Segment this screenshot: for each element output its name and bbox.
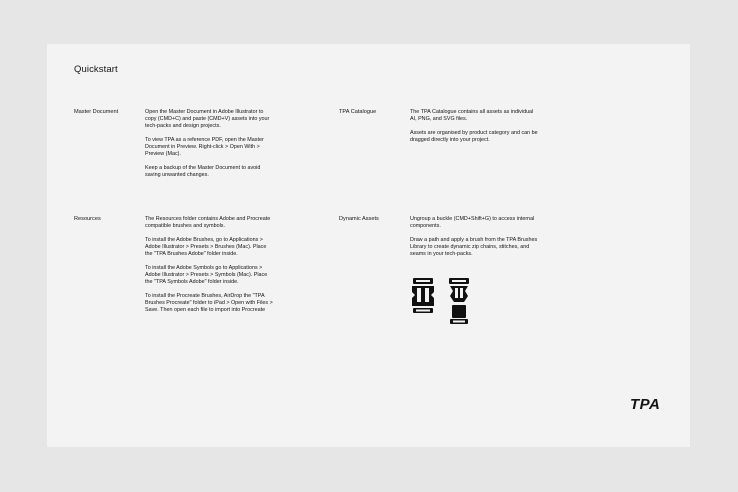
paragraph: The Resources folder contains Adobe and Procreate compatible brushes and symbols.: [145, 216, 271, 229]
section-body-tpa-catalogue: [410, 109, 540, 151]
section-body-resources: [145, 216, 275, 321]
paragraph: To view TPA as a reference PDF, open the Master Document in Preview. Right-click > Open With > Preview (Mac).: [145, 137, 264, 157]
section-label-resources: Resources: [74, 216, 101, 222]
paragraph: Keep a backup of the Master Document to avoid saving unwanted changes.: [145, 165, 261, 178]
paragraph: To install the Adobe Brushes, go to Applications > Adobe Illustrator > Presets > Brushes (Mac). Place the "TPA Brushes Adobe" folder inside.: [145, 237, 267, 257]
section-body-master-document: [145, 109, 275, 186]
buckle-illustrations: [412, 278, 472, 326]
paragraph: The TPA Catalogue contains all assets as individual AI, PNG, and SVG files.: [410, 109, 534, 122]
buckle-grouped-icon: [412, 278, 434, 313]
section-label-tpa-catalogue: TPA Catalogue: [339, 109, 377, 115]
paragraph: Ungroup a buckle (CMD+Shift+G) to access internal components.: [410, 216, 535, 229]
section-label-master-document: Master Document: [74, 109, 119, 115]
paragraph: To install the Adobe Symbols go to Applications > Adobe Illustrator > Presets > Symbols (Mac). Place the "TPA Symbols Adobe" folder inside.: [145, 265, 268, 285]
paragraph: Open the Master Document in Adobe Illustrator to copy (CMD+C) and paste (CMD+V) assets into your tech-packs and design projects.: [145, 109, 270, 129]
paragraph: Assets are organised by product category and can be dragged directly into your project.: [410, 130, 538, 143]
buckle-ungrouped-icon: [449, 278, 469, 324]
page-title: Quickstart: [74, 64, 118, 75]
paragraph: Draw a path and apply a brush from the TPA Brushes Library to create dynamic zip chains, stitches, and seams in your tech-packs.: [410, 237, 538, 257]
tpa-logo: TPA: [630, 396, 661, 413]
paragraph: To install the Procreate Brushes, AirDrop the "TPA Brushes Procreate" folder to iPad > Open with Files > Save. Then open each file to import into Procreate: [145, 293, 273, 313]
section-body-dynamic-assets: [410, 216, 540, 265]
section-label-dynamic-assets: Dynamic Assets: [339, 216, 379, 222]
page-sheet: [47, 44, 690, 447]
